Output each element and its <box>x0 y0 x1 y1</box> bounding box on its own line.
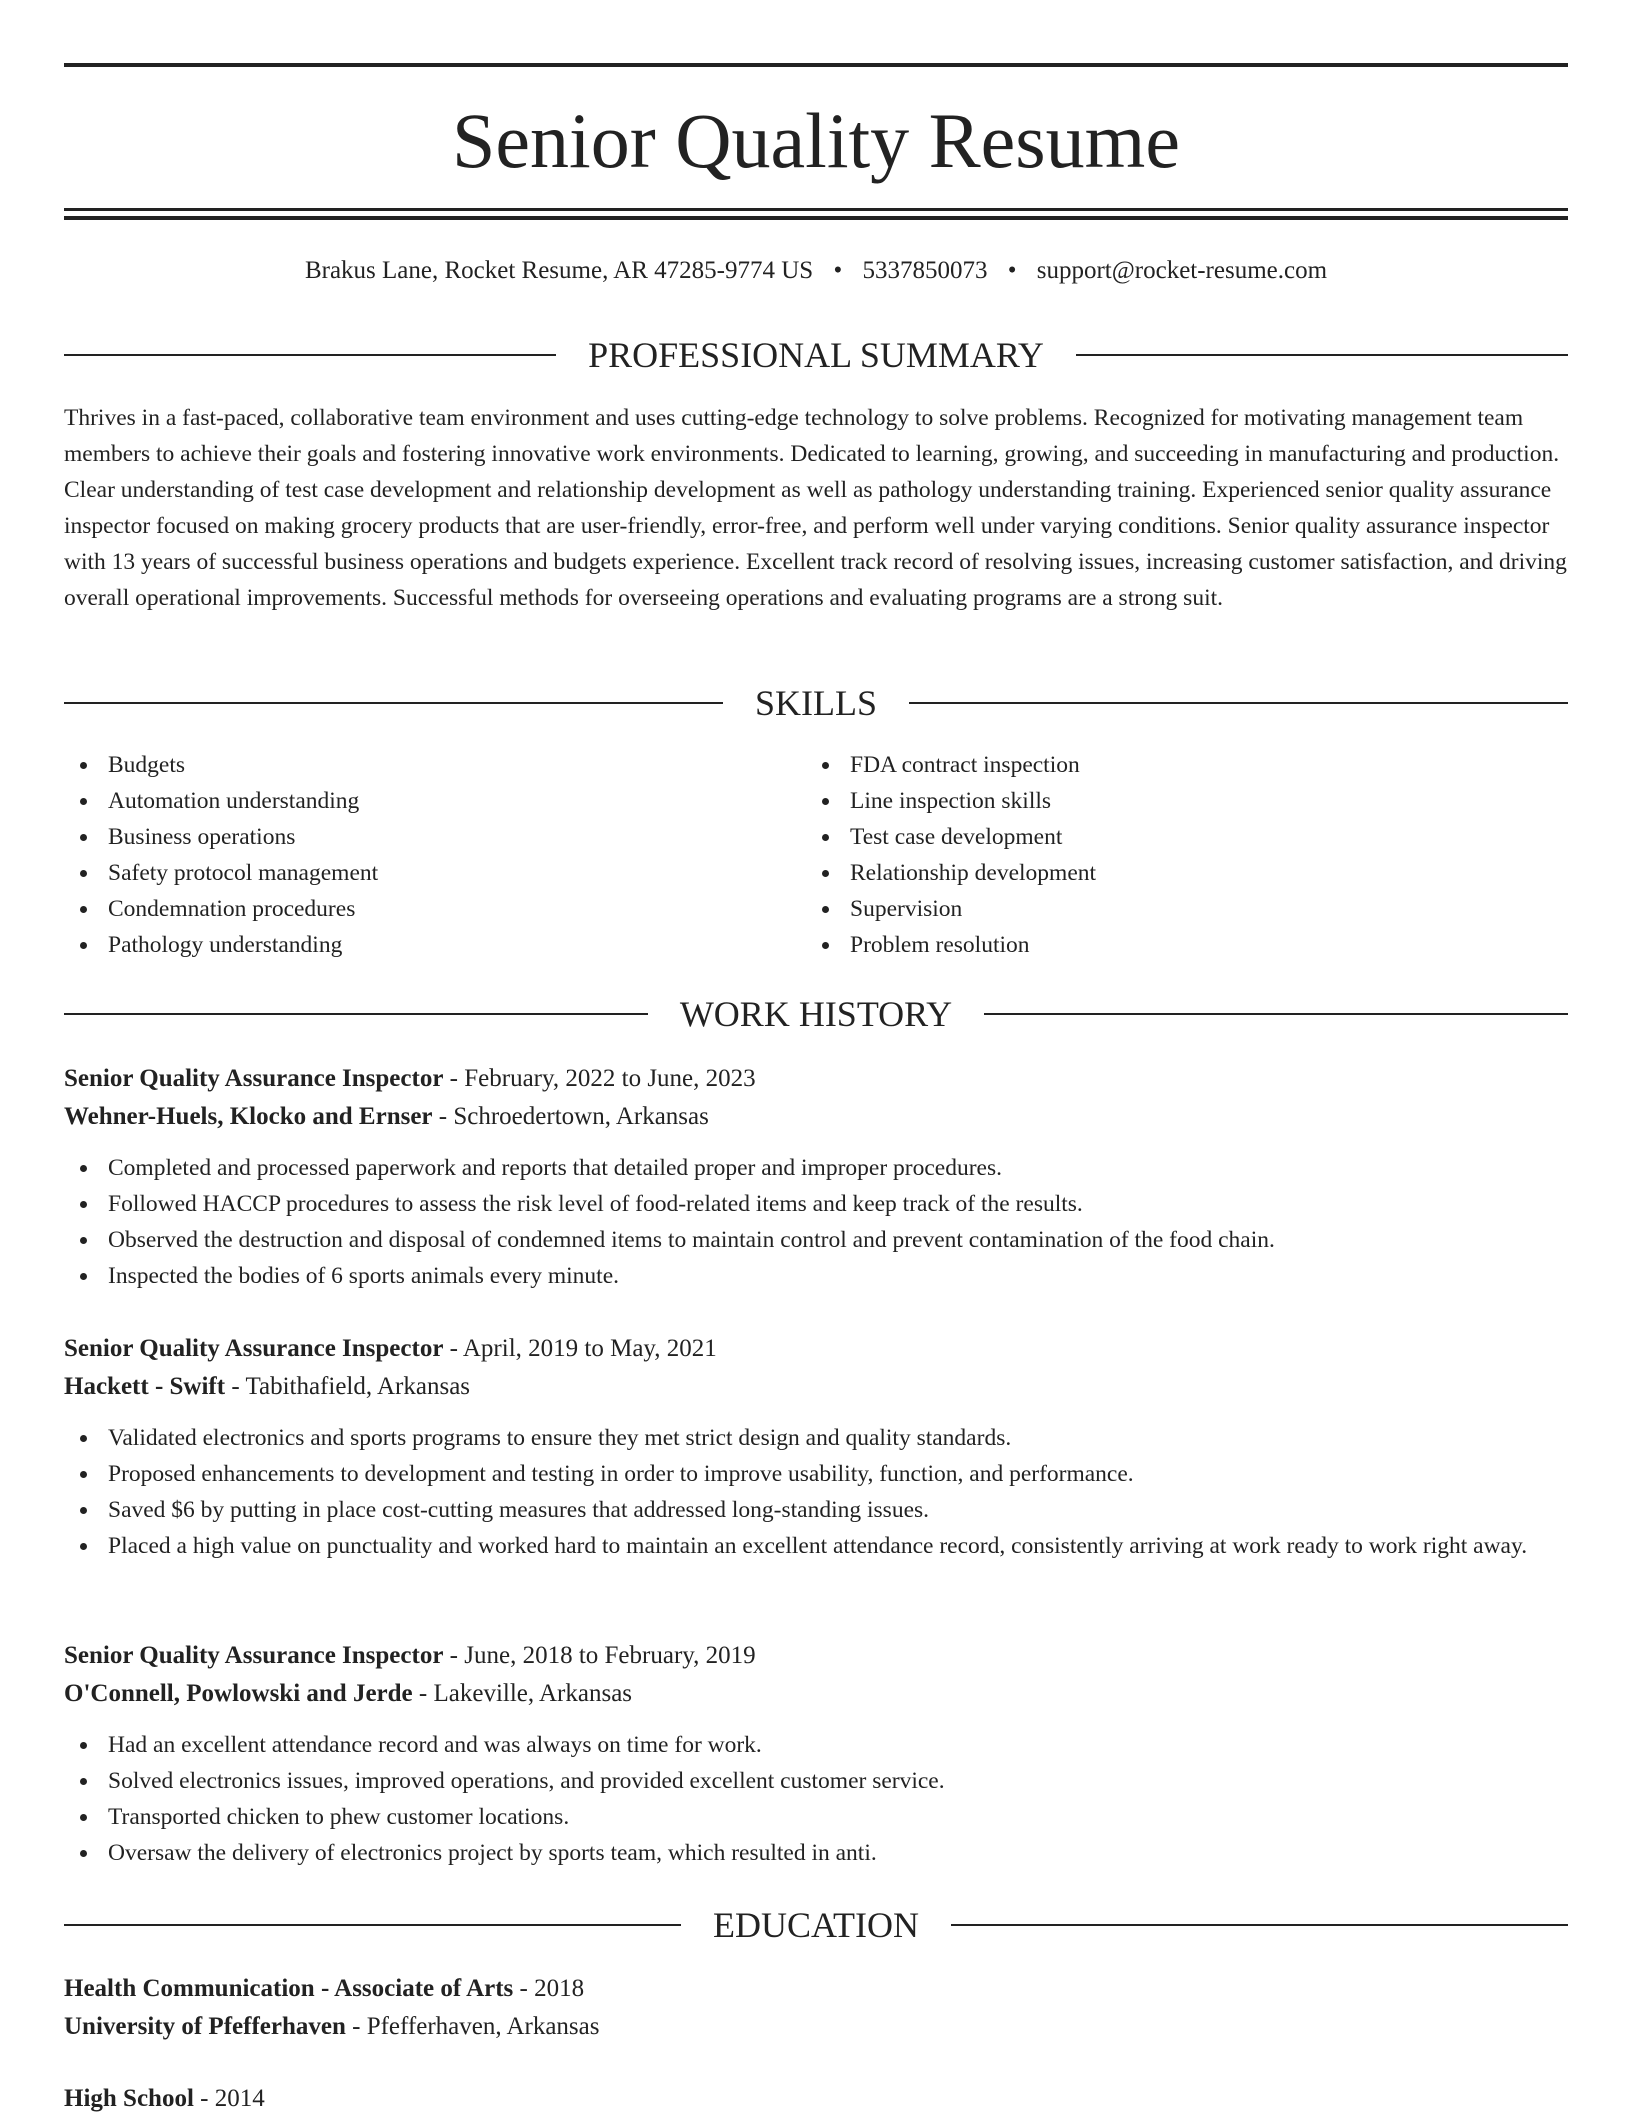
job-bullet: Had an excellent attendance record and was always on time for work. <box>64 1727 1568 1763</box>
education-year: - 2014 <box>193 2085 265 2112</box>
skill-item: Automation understanding <box>64 783 806 819</box>
contact-phone: 5337850073 <box>862 257 988 284</box>
section-header-work <box>64 992 1568 1036</box>
education-year: - 2018 <box>513 1975 585 2002</box>
job-entry <box>64 1060 1568 1294</box>
skill-item: Relationship development <box>806 855 1548 891</box>
job-title: Senior Quality Assurance Inspector <box>64 1065 444 1092</box>
skill-item: Test case development <box>806 819 1548 855</box>
job-dates: - June, 2018 to February, 2019 <box>443 1642 756 1669</box>
skills-column-right <box>806 747 1548 963</box>
job-bullet: Saved $6 by putting in place cost-cutting measures that addressed long-standing issues. <box>64 1492 1568 1528</box>
title-rule-upper <box>64 208 1568 211</box>
contact-line <box>64 254 1568 288</box>
job-bullet: Completed and processed paperwork and reports that detailed proper and improper procedures. <box>64 1150 1568 1186</box>
top-rule <box>64 63 1568 67</box>
section-header-education <box>64 1903 1568 1947</box>
job-entry <box>64 1637 1568 1871</box>
skill-item: Supervision <box>806 891 1548 927</box>
job-dates: - April, 2019 to May, 2021 <box>443 1335 717 1362</box>
education-degree: Health Communication - Associate of Arts <box>64 1975 514 2002</box>
education-location: - Pfefferhaven, Arkansas <box>345 2013 600 2040</box>
contact-separator: • <box>833 257 843 284</box>
job-location: - Tabithafield, Arkansas <box>225 1373 471 1400</box>
summary-text: Thrives in a fast-paced, collaborative team environment and uses cutting-edge technology to solve problems. Recognized for motivating management team members to achieve their goals and fostering innovative work environments. Dedicated to learning, growing, and succeeding in manufacturing and production. Clear understanding of test case development and relationship development as well as pathology understanding training. Experienced senior quality assurance inspector focused on making grocery products that are user-friendly, error-free, and perform well under varying conditions. Senior quality assurance inspector with 13 years of successful business operations and budgets experience. Excellent track record of resolving issues, increasing customer satisfaction, and driving overall operational improvements. Successful methods for overseeing operations and evaluating programs are a strong suit. <box>64 405 1567 611</box>
resume-title: Senior Quality Resume <box>452 97 1180 184</box>
job-bullet: Placed a high value on punctuality and worked hard to maintain an excellent attendance record, consistently arriving at work ready to work right away. <box>64 1528 1568 1564</box>
job-company: Wehner-Huels, Klocko and Ernser <box>64 1103 433 1130</box>
job-entry <box>64 1330 1568 1564</box>
job-dates: - February, 2022 to June, 2023 <box>443 1065 756 1092</box>
section-header-skills <box>64 681 1568 725</box>
job-location: - Lakeville, Arkansas <box>412 1680 633 1707</box>
contact-email: support@rocket-resume.com <box>1036 257 1328 284</box>
title-rule-lower <box>64 216 1568 220</box>
job-bullet: Inspected the bodies of 6 sports animals every minute. <box>64 1258 1568 1294</box>
skill-item: Line inspection skills <box>806 783 1548 819</box>
job-company: O'Connell, Powlowski and Jerde <box>64 1680 413 1707</box>
skills-list <box>64 747 1568 963</box>
section-header-summary <box>64 333 1568 377</box>
job-title: Senior Quality Assurance Inspector <box>64 1642 444 1669</box>
skill-item: Problem resolution <box>806 927 1548 963</box>
job-bullet: Followed HACCP procedures to assess the risk level of food-related items and keep track of the results. <box>64 1186 1568 1222</box>
section-title-work: WORK HISTORY <box>679 994 953 1034</box>
section-title-education: EDUCATION <box>713 1905 919 1945</box>
job-location: - Schroedertown, Arkansas <box>432 1103 709 1130</box>
skill-item: Pathology understanding <box>64 927 806 963</box>
job-bullets <box>64 1727 1568 1871</box>
skills-column-left <box>64 747 806 963</box>
contact-address: Brakus Lane, Rocket Resume, AR 47285-9774 US <box>304 257 814 284</box>
job-bullet: Solved electronics issues, improved operations, and provided excellent customer service. <box>64 1763 1568 1799</box>
job-bullets <box>64 1420 1568 1564</box>
skill-item: Business operations <box>64 819 806 855</box>
job-bullet: Observed the destruction and disposal of condemned items to maintain control and prevent contamination of the food chain. <box>64 1222 1568 1258</box>
education-entry <box>64 2080 1568 2112</box>
section-title-summary: PROFESSIONAL SUMMARY <box>588 335 1044 375</box>
job-bullet: Validated electronics and sports programs to ensure they met strict design and quality standards. <box>64 1420 1568 1456</box>
education-entry <box>64 1970 1568 2060</box>
job-title: Senior Quality Assurance Inspector <box>64 1335 444 1362</box>
job-bullet: Transported chicken to phew customer locations. <box>64 1799 1568 1835</box>
job-bullet: Proposed enhancements to development and testing in order to improve usability, function, and performance. <box>64 1456 1568 1492</box>
job-bullet: Oversaw the delivery of electronics project by sports team, which resulted in anti. <box>64 1835 1568 1871</box>
job-bullets <box>64 1150 1568 1294</box>
skill-item: Budgets <box>64 747 806 783</box>
education-degree: High School <box>64 2085 194 2112</box>
section-title-skills: SKILLS <box>755 683 878 723</box>
skill-item: Condemnation procedures <box>64 891 806 927</box>
contact-separator: • <box>1007 257 1017 284</box>
education-school: University of Pfefferhaven <box>64 2013 346 2040</box>
skill-item: FDA contract inspection <box>806 747 1548 783</box>
skill-item: Safety protocol management <box>64 855 806 891</box>
job-company: Hackett - Swift <box>64 1373 226 1400</box>
